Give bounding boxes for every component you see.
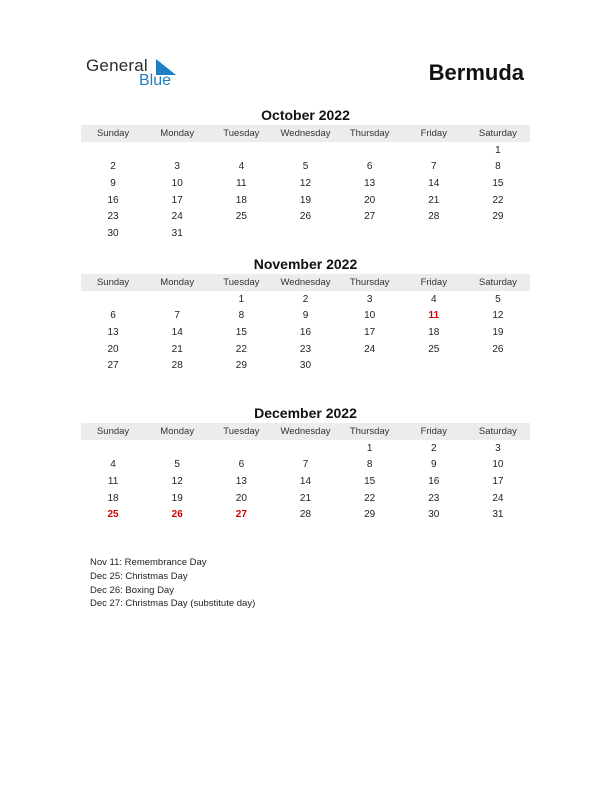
day-cell: 31 [492,509,504,521]
day-cell: 13 [235,475,247,487]
weekday-label: Saturday [478,426,517,437]
day-cell: 27 [364,211,376,223]
day-cell: 9 [430,459,437,471]
weekday-label: Thursday [349,128,390,139]
day-cell: 2 [430,442,437,454]
day-cell: 5 [495,293,501,305]
day-cell: 22 [492,194,504,206]
day-cell: 5 [174,459,180,471]
day-cell: 17 [492,475,504,487]
day-cell: 6 [238,459,245,471]
day-cell: 27 [235,509,247,521]
week-row [81,440,530,457]
month-title: November 2022 [253,256,358,272]
day-cell: 12 [171,475,183,487]
weekday-label: Sunday [96,277,130,288]
day-cell: 5 [302,161,309,173]
weekday-label: Thursday [349,426,390,437]
day-cell: 17 [171,194,183,206]
day-cell: 29 [364,509,376,521]
day-cell: 16 [107,194,119,206]
day-cell: 22 [364,492,376,504]
weekday-header-row [81,274,530,291]
day-cell: 22 [235,343,247,355]
day-cell: 11 [428,310,440,322]
generalblue-logo [86,56,186,92]
weekday-label: Sunday [96,426,130,437]
day-cell: 11 [236,177,247,189]
week-row [81,506,530,523]
day-cell: 26 [299,211,312,223]
day-cell: 8 [495,161,501,173]
day-cell: 21 [299,492,312,504]
weekday-label: Friday [420,277,447,288]
weekday-label: Friday [420,426,447,437]
day-cell: 25 [107,509,119,521]
day-cell: 30 [428,509,440,521]
day-cell: 3 [495,442,501,454]
holiday-entry: Dec 26: Boxing Day [90,584,174,596]
day-cell: 3 [174,161,180,173]
logo-text-blue: Blue [139,72,172,89]
day-cell: 6 [366,161,373,173]
day-cell: 2 [110,161,116,173]
week-row [81,490,530,507]
day-cell: 8 [238,310,245,322]
day-cell: 20 [364,194,376,206]
day-cell: 26 [171,509,183,521]
week-row [81,159,530,176]
day-cell: 30 [299,360,312,372]
day-cell: 28 [171,360,183,372]
holiday-list [90,556,255,611]
weekday-label: Wednesday [280,128,331,139]
day-cell: 14 [428,177,440,189]
day-cell: 27 [107,360,119,372]
day-cell: 21 [171,343,183,355]
day-cell: 11 [107,475,119,487]
week-row [81,324,530,341]
day-cell: 31 [171,227,183,239]
logo-text-general: General [86,56,148,75]
day-cell: 20 [107,343,119,355]
weekday-header-row [81,423,530,440]
day-cell: 26 [492,343,504,355]
day-cell: 10 [171,177,183,189]
day-cell: 3 [366,293,373,305]
day-cell: 29 [492,211,504,223]
day-cell: 23 [428,492,440,504]
month-title: October 2022 [261,107,350,123]
month-december [81,404,530,523]
weekday-label: Saturday [478,277,517,288]
week-row [81,341,530,358]
day-cell: 9 [110,177,116,189]
month-november [81,255,530,374]
day-cell: 12 [492,310,504,322]
day-cell: 14 [171,326,183,338]
weekday-label: Tuesday [223,426,260,437]
day-cell: 18 [235,194,247,206]
week-row [81,308,530,325]
weekday-label: Wednesday [280,426,331,437]
day-cell: 23 [299,343,312,355]
day-cell: 7 [302,459,309,471]
weekday-header-row [81,125,530,142]
day-cell: 1 [238,293,245,305]
day-cell: 6 [110,310,116,322]
day-cell: 10 [364,310,376,322]
month-october [81,106,530,242]
weekday-label: Tuesday [223,277,260,288]
day-cell: 28 [428,211,440,223]
day-cell: 15 [235,326,247,338]
day-cell: 4 [430,293,437,305]
weekday-label: Friday [420,128,447,139]
day-cell: 12 [299,177,312,189]
weekday-label: Tuesday [223,128,260,139]
day-cell: 4 [238,161,245,173]
day-cell: 19 [299,194,312,206]
week-row [81,142,530,159]
day-cell: 17 [364,326,376,338]
weekday-label: Wednesday [280,277,331,288]
day-cell: 25 [235,211,247,223]
week-row [81,357,530,374]
day-cell: 8 [366,459,373,471]
day-cell: 25 [428,343,440,355]
day-cell: 29 [235,360,247,372]
day-cell: 18 [107,492,119,504]
week-row [81,225,530,242]
day-cell: 10 [492,459,504,471]
day-cell: 1 [366,442,373,454]
day-cell: 24 [171,211,183,223]
month-title: December 2022 [254,405,357,421]
day-cell: 13 [364,177,376,189]
weekday-label: Monday [160,426,195,437]
day-cell: 14 [299,475,312,487]
holiday-entry: Dec 27: Christmas Day (substitute day) [90,598,256,610]
day-cell: 18 [428,326,440,338]
day-cell: 4 [110,459,116,471]
day-cell: 28 [299,509,312,521]
week-row [81,175,530,192]
day-cell: 9 [302,310,309,322]
day-cell: 13 [107,326,119,338]
day-cell: 24 [492,492,504,504]
weekday-label: Saturday [478,128,517,139]
weekday-label: Sunday [96,128,130,139]
week-row [81,208,530,225]
day-cell: 30 [107,227,119,239]
day-cell: 19 [492,326,504,338]
day-cell: 20 [235,492,247,504]
day-cell: 15 [364,475,376,487]
country-title: Bermuda [428,60,524,85]
weekday-label: Thursday [349,277,390,288]
week-row [81,457,530,474]
week-row [81,192,530,209]
day-cell: 7 [430,161,437,173]
day-cell: 2 [302,293,309,305]
day-cell: 7 [174,310,180,322]
day-cell: 24 [364,343,376,355]
weekday-label: Monday [160,128,195,139]
day-cell: 15 [492,177,504,189]
holiday-entry: Nov 11: Remembrance Day [90,557,207,568]
day-cell: 16 [299,326,312,338]
day-cell: 16 [428,475,440,487]
week-row [81,473,530,490]
day-cell: 1 [495,144,501,156]
day-cell: 23 [107,211,119,223]
week-row [81,291,530,308]
day-cell: 19 [171,492,183,504]
holiday-entry: Dec 25: Christmas Day [90,570,188,582]
day-cell: 21 [428,194,440,206]
weekday-label: Monday [160,277,195,288]
